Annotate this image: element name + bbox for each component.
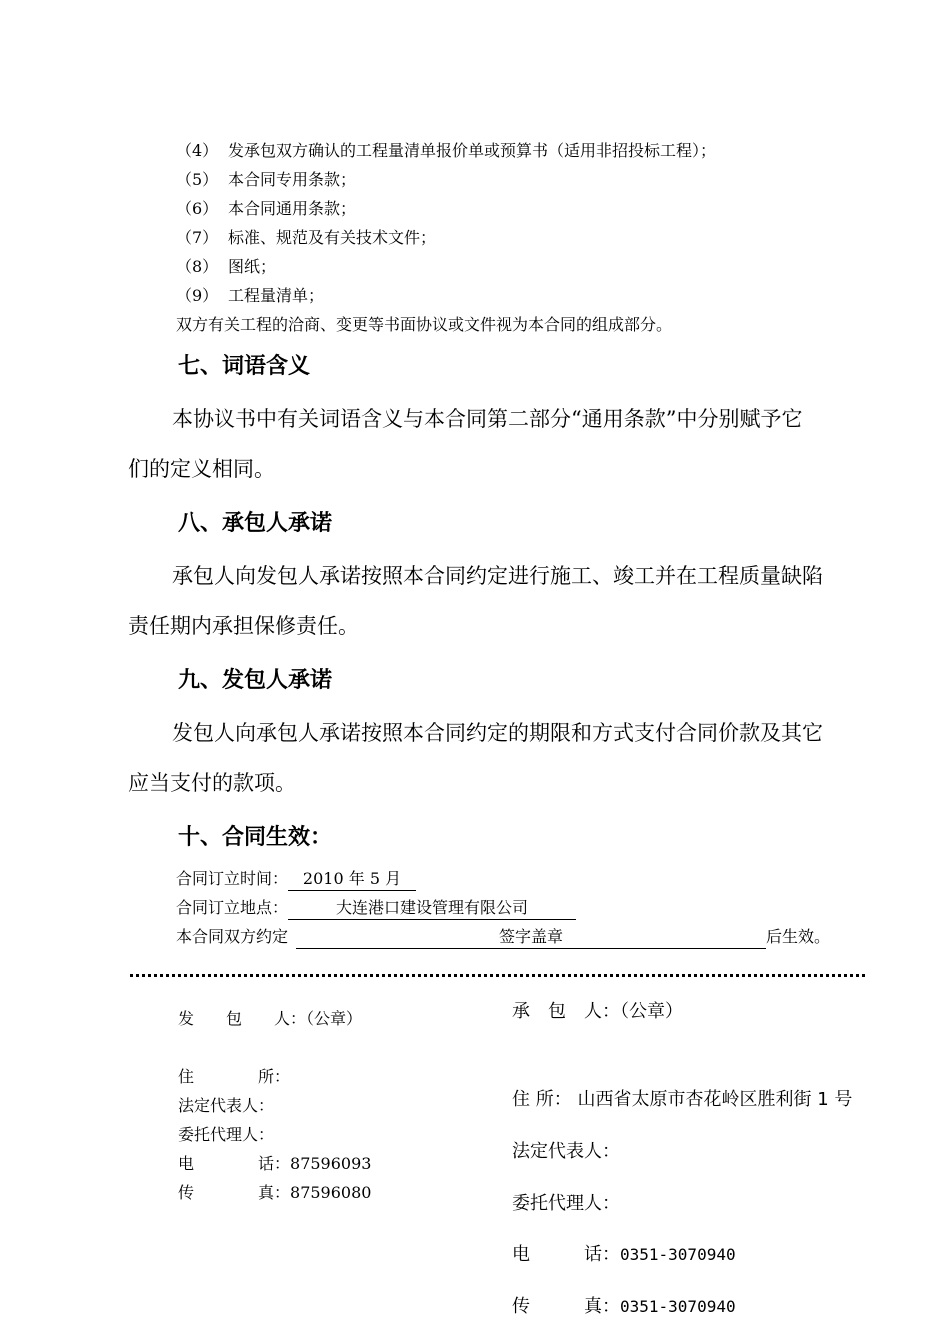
effective-condition-suffix: 后生效。 bbox=[766, 927, 831, 946]
list-note: 双方有关工程的洽商、变更等书面协议或文件视为本合同的组成部分。 bbox=[176, 315, 673, 334]
employer-legal-rep-label: 法定代表人： bbox=[178, 1096, 275, 1115]
effective-condition-value: 签字盖章 bbox=[296, 926, 766, 949]
section-9-paragraph-line1: 发包人向承包人承诺按照本合同约定的期限和方式支付合同价款及其它 bbox=[172, 721, 823, 745]
contractor-phone-row bbox=[512, 1243, 736, 1267]
contractor-fax-value: 0351-3070940 bbox=[620, 1297, 736, 1316]
contractor-fax-label: 传 真： bbox=[512, 1296, 620, 1317]
employer-phone-row bbox=[178, 1153, 371, 1175]
employer-address-label: 住 所： bbox=[178, 1067, 291, 1086]
effective-condition-label: 本合同双方约定 bbox=[176, 927, 289, 946]
contractor-agent-label: 委托代理人： bbox=[512, 1193, 620, 1214]
employer-phone-value: 87596093 bbox=[290, 1154, 372, 1173]
section-8-paragraph-line1: 承包人向发包人承诺按照本合同约定进行施工、竣工并在工程质量缺陷 bbox=[172, 564, 823, 588]
signing-time-row bbox=[176, 868, 416, 891]
list-item-text: 工程量清单； bbox=[228, 286, 325, 305]
list-item bbox=[176, 169, 356, 191]
contractor-address-label: 住 所： bbox=[512, 1089, 572, 1110]
list-item-number: （4） bbox=[176, 141, 219, 160]
contractor-party-label: 承 包 人：（公章） bbox=[512, 1001, 683, 1022]
list-item-number: （8） bbox=[176, 257, 219, 276]
contractor-phone-value: 0351-3070940 bbox=[620, 1245, 736, 1264]
contractor-phone-label: 电 话： bbox=[512, 1244, 620, 1265]
section-8-title: 八、承包人承诺 bbox=[178, 511, 333, 536]
employer-agent-label: 委托代理人： bbox=[178, 1125, 275, 1144]
employer-party-label: 发 包 人：（公章） bbox=[178, 1009, 363, 1028]
section-10-title: 十、合同生效： bbox=[178, 825, 333, 850]
section-8-paragraph-line2: 责任期内承担保修责任。 bbox=[128, 614, 359, 638]
section-7-paragraph-line1: 本协议书中有关词语含义与本合同第二部分“通用条款”中分别赋予它 bbox=[172, 407, 803, 431]
section-7-title: 七、词语含义 bbox=[178, 354, 311, 379]
dotted-divider bbox=[130, 974, 865, 977]
contractor-address-row bbox=[512, 1088, 852, 1112]
list-item-number: （6） bbox=[176, 199, 219, 218]
list-item-number: （9） bbox=[176, 286, 219, 305]
signing-time-label: 合同订立时间： bbox=[176, 869, 289, 888]
list-item-text: 发承包双方确认的工程量清单报价单或预算书（适用非招投标工程）； bbox=[228, 141, 717, 160]
employer-phone-label: 电 话： bbox=[178, 1154, 291, 1173]
list-item-number: （5） bbox=[176, 170, 219, 189]
employer-fax-value: 87596080 bbox=[290, 1183, 372, 1202]
contractor-address-value: 山西省太原市杏花岭区胜利街 1 号 bbox=[577, 1089, 853, 1110]
section-7-paragraph-line2: 们的定义相同。 bbox=[128, 457, 275, 481]
signing-place-label: 合同订立地点： bbox=[176, 898, 289, 917]
list-item bbox=[176, 198, 356, 220]
signing-time-value: 2010 年 5 月 bbox=[288, 868, 416, 891]
list-item bbox=[176, 140, 716, 162]
employer-fax-row bbox=[178, 1182, 371, 1204]
signing-place-value: 大连港口建设管理有限公司 bbox=[288, 897, 576, 920]
section-9-paragraph-line2: 应当支付的款项。 bbox=[128, 771, 296, 795]
list-item bbox=[176, 285, 324, 307]
list-item-text: 图纸； bbox=[228, 257, 277, 276]
list-item-text: 标准、规范及有关技术文件； bbox=[228, 228, 437, 247]
section-9-title: 九、发包人承诺 bbox=[178, 668, 333, 693]
contractor-legal-rep-label: 法定代表人： bbox=[512, 1141, 620, 1162]
list-item-number: （7） bbox=[176, 228, 219, 247]
signing-place-row bbox=[176, 897, 576, 920]
list-item-text: 本合同专用条款； bbox=[228, 170, 357, 189]
list-item bbox=[176, 256, 276, 278]
contractor-fax-row bbox=[512, 1295, 736, 1319]
list-item bbox=[176, 227, 436, 249]
employer-fax-label: 传 真： bbox=[178, 1183, 291, 1202]
list-item-text: 本合同通用条款； bbox=[228, 199, 357, 218]
effective-condition-row bbox=[176, 926, 830, 949]
